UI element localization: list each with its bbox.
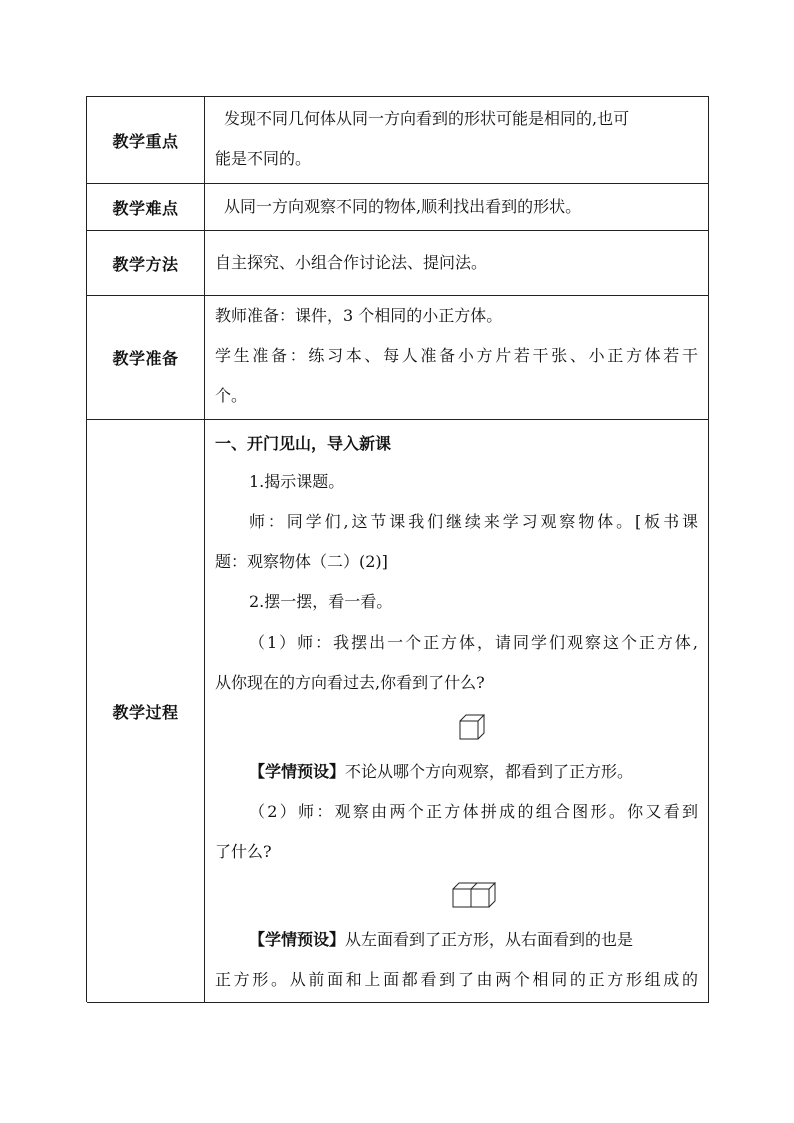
value-preparation xyxy=(205,296,709,419)
row-preparation xyxy=(87,296,709,420)
key-points-line-1: 发现不同几何体从同一方向看到的形状可能是相同的,也可 xyxy=(224,109,630,128)
row-methods xyxy=(87,231,709,296)
question-1-line-2: 从你现在的方向看过去,你看到了什么? xyxy=(215,673,485,692)
answer-2-line-2: 正方形。从前面和上面都看到了由两个相同的正方形组成的 xyxy=(215,970,698,989)
row-process xyxy=(87,420,709,1003)
question-1-line-1: （1）师：我摆出一个正方体，请同学们观察这个正方体, xyxy=(249,633,698,652)
question-2-line-2: 了什么? xyxy=(215,842,272,861)
label-process: 教学过程 xyxy=(87,420,205,1002)
row-difficulties xyxy=(87,184,709,231)
value-difficulties xyxy=(205,184,709,230)
lesson-plan-table xyxy=(86,96,709,1002)
answer-1 xyxy=(249,762,698,782)
two-cubes-figure xyxy=(451,880,497,910)
item-1: 1.揭示课题。 xyxy=(249,472,345,491)
question-2-line-1: （2）师：观察由两个正方体拼成的组合图形。你又看到 xyxy=(249,802,698,821)
answer-2-line-1 xyxy=(249,930,698,950)
label-difficulties: 教学难点 xyxy=(87,184,205,230)
value-key-points xyxy=(205,97,709,183)
label-key-points: 教学重点 xyxy=(87,97,205,183)
cube-figure xyxy=(458,712,486,742)
value-process xyxy=(205,420,709,1002)
section-title: 一、开门见山，导入新课 xyxy=(215,434,392,453)
value-methods xyxy=(205,231,709,295)
teacher-line-2: 题：观察物体（二）(2)] xyxy=(215,552,388,571)
methods-line-1: 自主探究、小组合作讨论法、提问法。 xyxy=(215,253,488,272)
row-key-points xyxy=(87,97,709,184)
key-points-line-2: 能是不同的。 xyxy=(215,149,312,168)
item-2: 2.摆一摆，看一看。 xyxy=(249,592,393,611)
difficulties-line-1: 从同一方向观察不同的物体,顺利找出看到的形状。 xyxy=(224,197,582,216)
preset-tag-2: 【学情预设】 xyxy=(249,930,346,949)
label-preparation: 教学准备 xyxy=(87,296,205,419)
teacher-line-1: 师：同学们,这节课我们继续来学习观察物体。[板书课 xyxy=(249,512,698,531)
preparation-student-cont: 个。 xyxy=(215,386,248,405)
answer-1-text: 不论从哪个方向观察，都看到了正方形。 xyxy=(345,762,634,781)
preparation-student: 学生准备：练习本、每人准备小方片若干张、小正方体若干 xyxy=(215,346,698,365)
label-methods: 教学方法 xyxy=(87,231,205,295)
answer-2-text: 从左面看到了正方形，从右面看到的也是 xyxy=(345,930,634,949)
preset-tag-1: 【学情预设】 xyxy=(249,762,346,781)
preparation-teacher: 教师准备：课件，3 个相同的小正方体。 xyxy=(215,306,503,325)
